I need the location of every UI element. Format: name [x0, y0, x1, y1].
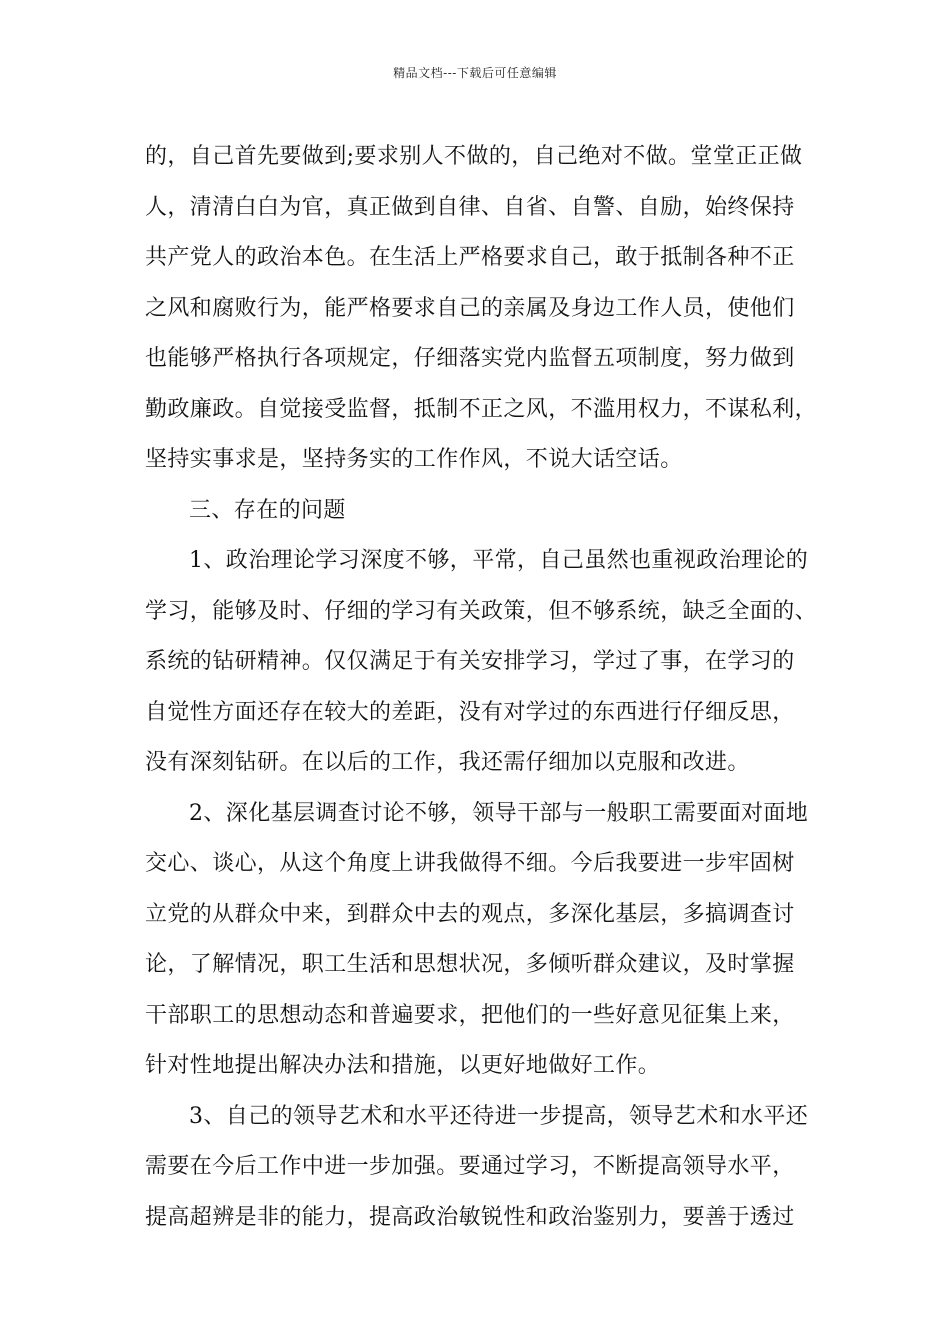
text-line: 需要在今后工作中进一步加强。要通过学习，不断提高领导水平，	[145, 1154, 795, 1179]
text-line: 立党的从群众中来，到群众中去的观点，多深化基层，多搞调查讨	[145, 901, 795, 927]
text-line: 自觉性方面还存在较大的差距，没有对学过的东西进行仔细反思，	[145, 699, 795, 725]
text-line: 之风和腐败行为，能严格要求自己的亲属及身边工作人员，使他们	[145, 295, 795, 321]
text-line: 也能够严格执行各项规定，仔细落实党内监督五项制度，努力做到	[145, 346, 795, 371]
body-text	[145, 132, 818, 1243]
text-line: 勤政廉政。自觉接受监督，抵制不正之风，不滥用权力，不谋私利，	[145, 396, 818, 422]
text-line: 交心、谈心，从这个角度上讲我做得不细。今后我要进一步牢固树	[145, 851, 795, 876]
text-line: 1、政治理论学习深度不够，平常，自己虽然也重视政治理论的	[189, 548, 809, 573]
page-header: 精品文档---下载后可任意编辑	[393, 66, 557, 80]
text-line: 论，了解情况，职工生活和思想状况，多倾听群众建议，及时掌握	[145, 952, 795, 977]
text-line: 的，自己首先要做到;要求别人不做的，自己绝对不做。堂堂正正做	[145, 144, 803, 169]
text-line: 干部职工的思想动态和普遍要求，把他们的一些好意见征集上来，	[145, 1002, 795, 1028]
text-line: 系统的钻研精神。仅仅满足于有关安排学习，学过了事，在学习的	[145, 649, 795, 674]
text-line: 坚持实事求是，坚持务实的工作作风，不说大话空话。	[145, 447, 683, 472]
text-line: 人，清清白白为官，真正做到自律、自省、自警、自励，始终保持	[145, 194, 795, 220]
section-heading: 三、存在的问题	[189, 497, 346, 523]
text-line: 2、深化基层调查讨论不够，领导干部与一般职工需要面对面地	[189, 800, 809, 826]
text-line: 3、自己的领导艺术和水平还待进一步提高，领导艺术和水平还	[189, 1103, 809, 1129]
text-line: 针对性地提出解决办法和措施，以更好地做好工作。	[145, 1053, 661, 1078]
text-line: 共产党人的政治本色。在生活上严格要求自己，敢于抵制各种不正	[145, 245, 795, 270]
text-line: 没有深刻钻研。在以后的工作，我还需仔细加以克服和改进。	[145, 750, 750, 775]
text-line: 学习，能够及时、仔细的学习有关政策，但不够系统，缺乏全面的、	[145, 598, 818, 624]
text-line: 提高超辨是非的能力，提高政治敏锐性和政治鉴别力，要善于透过	[145, 1204, 795, 1230]
